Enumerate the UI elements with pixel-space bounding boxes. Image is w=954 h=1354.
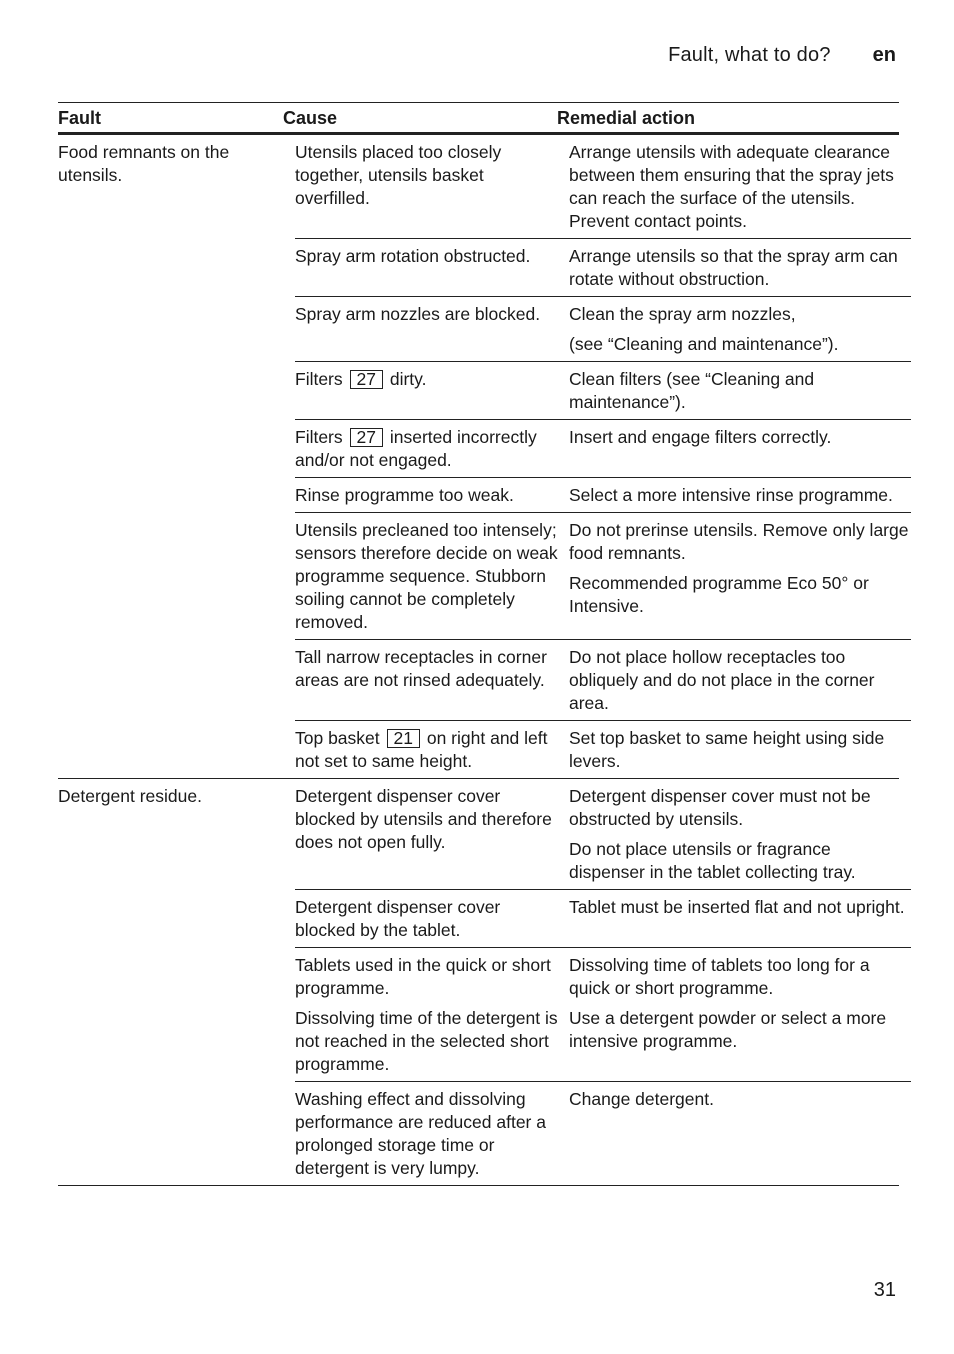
troubleshooting-table	[58, 102, 909, 1186]
action-cell	[569, 245, 911, 291]
cause-cell	[295, 896, 569, 942]
table-row	[295, 947, 911, 1081]
action-text: Recommended programme Eco 50° or Intensive.	[569, 573, 869, 616]
action-text: Tablet must be inserted flat and not upright.	[569, 897, 905, 917]
page-header	[668, 44, 896, 67]
cause-cell	[295, 426, 569, 472]
column-header-remedial-action: Remedial action	[557, 107, 696, 128]
table-row	[295, 238, 911, 296]
cause-cell	[295, 519, 569, 634]
cause-text: Rinse programme too weak.	[295, 485, 514, 505]
cause-text: inserted incorrectly and/or not engaged.	[295, 427, 537, 470]
column-header-fault: Fault	[58, 107, 101, 128]
cause-text: Spray arm rotation obstructed.	[295, 246, 531, 266]
table-row	[295, 361, 911, 419]
action-text: Arrange utensils with adequate clearance between them ensuring that the spray jets can reach the surface of the utensils. Prevent contact points.	[569, 142, 894, 231]
cause-text: Washing effect and dissolving performance are reduced after a prolonged storage time or detergent is very lumpy.	[295, 1089, 546, 1178]
cause-text: Spray arm nozzles are blocked.	[295, 304, 541, 324]
cause-text: on right and left not set to same height.	[295, 728, 548, 771]
action-cell	[569, 896, 911, 942]
action-text: Insert and engage filters correctly.	[569, 427, 832, 447]
action-cell	[569, 141, 911, 233]
fault-group	[58, 135, 909, 778]
table-header	[58, 103, 899, 135]
action-text: Do not place hollow receptacles too obliquely and do not place in the corner area.	[569, 647, 875, 713]
action-text: Use a detergent powder or select a more intensive programme.	[569, 1008, 887, 1051]
section-title: Fault, what to do?	[668, 44, 831, 66]
cause-text: Detergent dispenser cover blocked by the tablet.	[295, 897, 501, 940]
cause-cell	[295, 954, 569, 1076]
table-row	[295, 889, 911, 947]
action-cell	[569, 646, 911, 715]
cause-text: Tablets used in the quick or short programme.	[295, 955, 551, 998]
fault-cell: Food remnants on the utensils.	[58, 142, 230, 185]
action-cell	[569, 1088, 911, 1180]
table-row	[295, 720, 911, 778]
action-cell	[569, 727, 911, 773]
action-cell	[569, 368, 911, 414]
fault-cell: Detergent residue.	[58, 786, 202, 806]
cause-cell	[295, 141, 569, 233]
cause-rows	[295, 135, 911, 778]
action-cell	[569, 426, 911, 472]
action-text: Do not prerinse utensils. Remove only large food remnants.	[569, 520, 909, 563]
cause-cell	[295, 785, 569, 884]
cause-cell	[295, 484, 569, 507]
cause-cell	[295, 1088, 569, 1180]
cause-cell	[295, 245, 569, 291]
action-cell	[569, 484, 911, 507]
action-text: Select a more intensive rinse programme.	[569, 485, 893, 505]
cause-text: Dissolving time of the detergent is not reached in the selected short programme.	[295, 1008, 558, 1074]
cause-cell	[295, 646, 569, 715]
part-reference-number: 27	[350, 370, 383, 389]
action-text: (see “Cleaning and maintenance”).	[569, 334, 839, 354]
cause-text: Utensils precleaned too intensely; sensors therefore decide on weak programme sequence. Stubborn soiling cannot be completely removed.	[295, 520, 558, 632]
action-cell	[569, 519, 911, 634]
action-text: Arrange utensils so that the spray arm can rotate without obstruction.	[569, 246, 898, 289]
cause-cell	[295, 368, 569, 414]
cause-text: Top basket	[295, 728, 380, 748]
cause-text: Filters	[295, 369, 343, 389]
cause-rows	[295, 779, 911, 1185]
action-text: Do not place utensils or fragrance dispenser in the tablet collecting tray.	[569, 839, 856, 882]
action-text: Detergent dispenser cover must not be obstructed by utensils.	[569, 786, 871, 829]
cause-cell	[295, 303, 569, 356]
cause-text: Tall narrow receptacles in corner areas are not rinsed adequately.	[295, 647, 547, 690]
part-reference-number: 21	[387, 729, 420, 748]
table-row	[295, 1081, 911, 1185]
table-row	[295, 779, 911, 889]
table-row	[295, 512, 911, 639]
table-row	[295, 639, 911, 720]
action-cell	[569, 954, 911, 1076]
action-cell	[569, 303, 911, 356]
cause-text: Detergent dispenser cover blocked by utensils and therefore does not open fully.	[295, 786, 552, 852]
action-cell	[569, 785, 911, 884]
action-text: Set top basket to same height using side levers.	[569, 728, 885, 771]
table-row	[295, 419, 911, 477]
action-text: Clean the spray arm nozzles,	[569, 304, 796, 324]
cause-text: dirty.	[389, 369, 427, 389]
table-row	[295, 477, 911, 512]
part-reference-number: 27	[350, 428, 383, 447]
page-number: 31	[873, 1279, 896, 1301]
fault-group	[58, 778, 905, 1185]
language-tag: en	[872, 44, 896, 66]
cause-cell	[295, 727, 569, 773]
column-header-cause: Cause	[283, 107, 338, 128]
table-row	[295, 296, 911, 361]
action-text: Change detergent.	[569, 1089, 714, 1109]
action-text: Dissolving time of tablets too long for a quick or short programme.	[569, 955, 870, 998]
table-row	[295, 135, 911, 238]
action-text: Clean filters (see “Cleaning and maintenance”).	[569, 369, 815, 412]
cause-text: Utensils placed too closely together, utensils basket overfilled.	[295, 142, 502, 208]
cause-text: Filters	[295, 427, 343, 447]
